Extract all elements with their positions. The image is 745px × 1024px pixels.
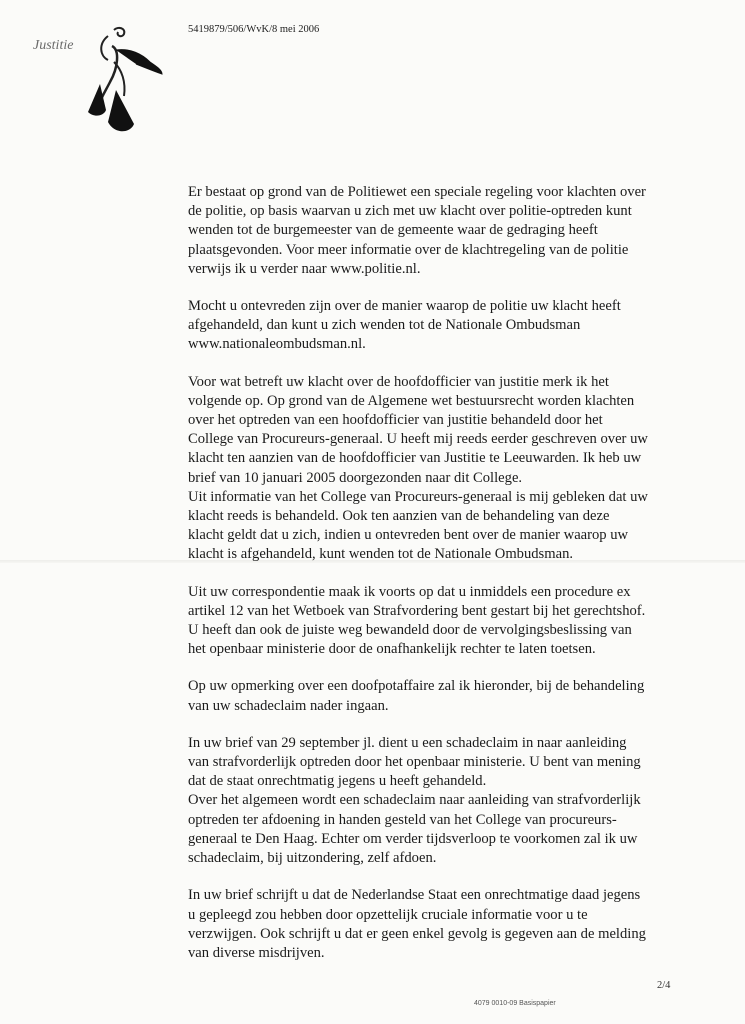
text-line: Over het algemeen wordt een schadeclaim naar aanleiding van strafvorderlijk [188,792,641,809]
text-line: verzwijgen. Ook schrijft u dat er geen enkel gevolg is gegeven aan de melding [188,925,646,942]
text-line: van uw schadeclaim nader ingaan. [188,697,389,714]
reference-line: 5419879/506/WvK/8 mei 2006 [188,24,320,35]
text-line: brief van 10 januari 2005 doorgezonden naar dit College. [188,469,523,486]
text-line: wenden tot de burgemeester van de gemeente waar de gedraging heeft [188,222,598,239]
paragraph [188,583,688,660]
text-line: schadeclaim, bij uitzondering, zelf afdoen. [188,850,437,867]
text-line: Mocht u ontevreden zijn over de manier waarop de politie uw klacht heeft [188,298,621,315]
text-line: dat de staat onrechtmatig jegens u heeft gehandeld. [188,773,487,790]
text-line: van strafvorderlijk optreden door het openbaar ministerie. U bent van mening [188,754,641,771]
page-number: 2/4 [657,980,671,991]
letter-body [188,183,688,981]
text-line: www.nationaleombudsman.nl. [188,336,366,353]
text-line: verwijs ik u verder naar www.politie.nl. [188,260,421,277]
text-line: klacht ten aanzien van de hoofdofficier van Justitie te Leeuwarden. Ik heb uw [188,450,642,467]
text-line: In uw brief schrijft u dat de Nederlandse Staat een onrechtmatige daad jegens [188,887,641,904]
text-line: U heeft dan ook de juiste weg bewandeld door de vervolgingsbeslissing van [188,622,632,639]
text-line: volgende op. Op grond van de Algemene wet bestuursrecht worden klachten [188,392,635,409]
text-line: College van Procureurs-generaal. U heeft mij reeds eerder geschreven over uw [188,431,648,448]
text-line: Uit uw correspondentie maak ik voorts op dat u inmiddels een procedure ex [188,583,631,600]
paragraph [188,297,688,355]
text-line: van diverse misdrijven. [188,944,325,961]
text-line: Voor wat betreft uw klacht over de hoofdofficier van justitie merk ik het [188,373,609,390]
justitia-logo-icon [86,24,166,139]
text-line: afgehandeld, dan kunt u zich wenden tot de Nationale Ombudsman [188,317,581,334]
text-line: klacht geldt dat u zich, indien u ontevreden bent over de manier waarop uw [188,527,629,544]
text-line: klacht reeds is behandeld. Ook ten aanzien van de behandeling van deze [188,508,610,525]
text-line: artikel 12 van het Wetboek van Strafvordering bent gestart bij het gerechtshof. [188,602,646,619]
text-line: u gepleegd zou hebben door opzettelijk cruciale informatie voor u te [188,906,588,923]
text-line: generaal te Den Haag. Echter om verder tijdsverloop te voorkomen zal ik uw [188,830,638,847]
text-line: optreden ter afdoening in handen gesteld van het College van procureurs- [188,811,617,828]
text-line: over het optreden van een hoofdofficier van justitie behandeld door het [188,412,603,429]
paper-form-code: 4079 0010-09 Basispapier [474,1000,556,1007]
brand-wordmark: Justitie [33,38,74,53]
text-line: de politie, op basis waarvan u zich met uw klacht over politie-optreden kunt [188,203,632,220]
text-line: klacht is afgehandeld, kunt wenden tot de Nationale Ombudsman. [188,546,574,563]
text-line: In uw brief van 29 september jl. dient u een schadeclaim in naar aanleiding [188,734,627,751]
paragraph [188,677,688,715]
text-line: plaatsgevonden. Voor meer informatie over de klachtregeling van de politie [188,241,629,258]
paragraph [188,373,688,565]
text-line: Op uw opmerking over een doofpotaffaire zal ik hieronder, bij de behandeling [188,678,645,695]
paragraph [188,183,688,279]
paragraph [188,886,688,963]
paragraph [188,734,688,868]
text-line: Uit informatie van het College van Procureurs-generaal is mij gebleken dat uw [188,488,648,505]
text-line: Er bestaat op grond van de Politiewet een speciale regeling voor klachten over [188,184,646,200]
text-line: het openbaar ministerie door de onafhankelijk rechter te laten toetsen. [188,641,596,658]
